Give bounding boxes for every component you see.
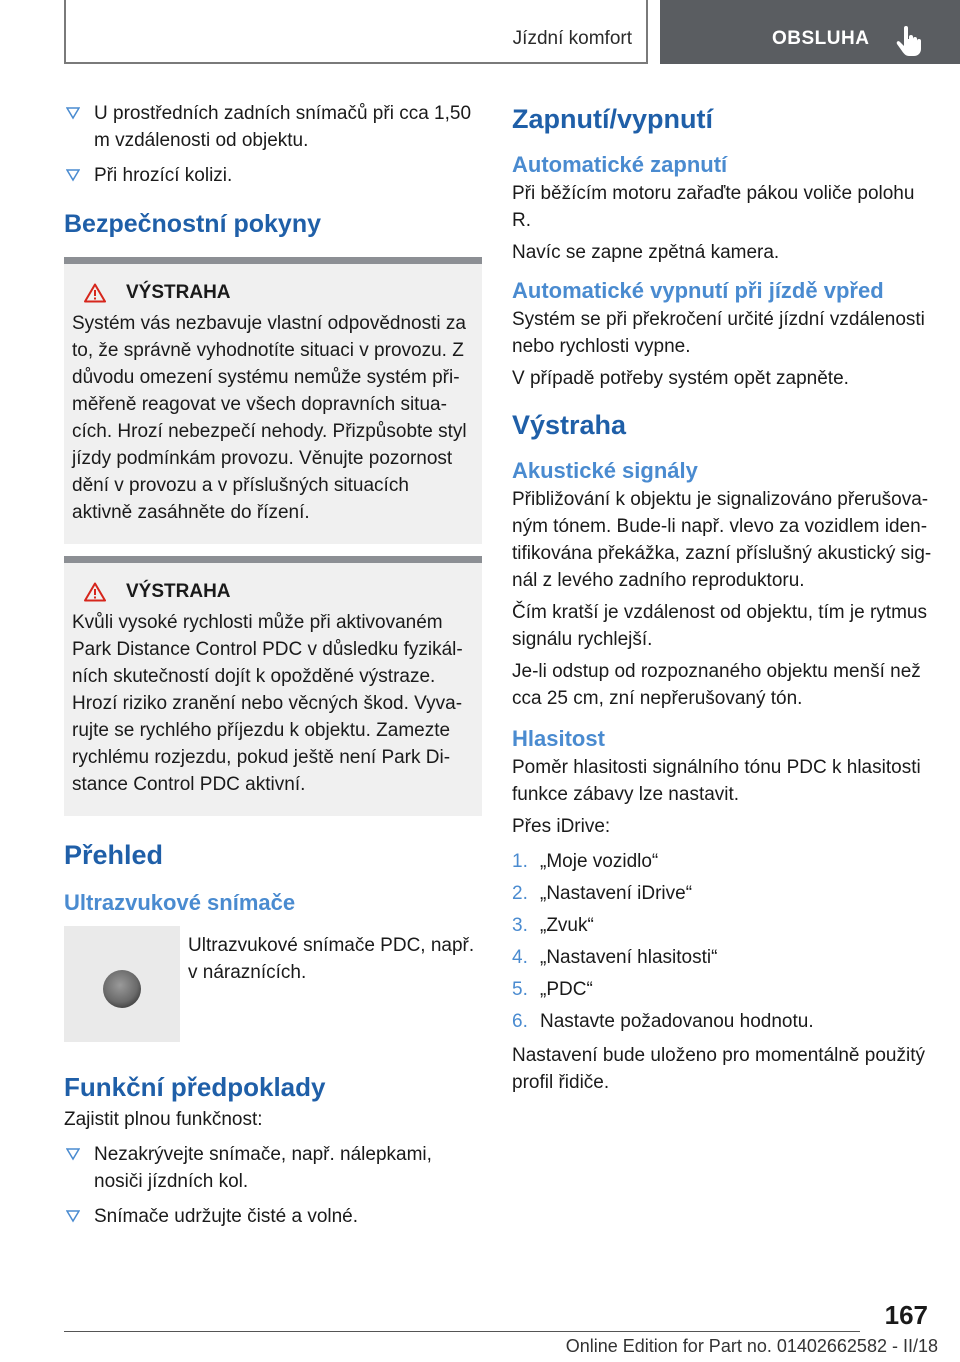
volume-text: Poměr hlasitosti signálního tónu PDC k hlasitosti funkce zábavy lze nastavit. bbox=[512, 757, 921, 805]
step-number: 5. bbox=[512, 979, 528, 1000]
warning-box bbox=[64, 257, 482, 544]
list-item bbox=[512, 974, 932, 1006]
ultrasonic-sensor-image bbox=[64, 926, 180, 1042]
list-item-text: Nezakrývejte snímače, např. nálepkami, nosiči jízdních kol. bbox=[94, 1144, 432, 1192]
volume-heading: Hlasitost bbox=[512, 726, 605, 751]
prereq-heading: Funkční předpoklady bbox=[64, 1072, 326, 1102]
auto-on-heading: Automatické zapnutí bbox=[512, 152, 728, 177]
sensors-heading: Ultrazvukové snímače bbox=[64, 890, 296, 915]
auto-on-text: Navíc se zapne zpětná kamera. bbox=[512, 242, 780, 263]
triangle-bullet-icon bbox=[66, 168, 80, 182]
list-item-text: Snímače udržujte čisté a volné. bbox=[94, 1206, 359, 1227]
page-number: 167 bbox=[884, 1300, 928, 1330]
list-item bbox=[512, 1006, 932, 1038]
header-chapter-label: OBSLUHA bbox=[772, 28, 870, 49]
warning-title bbox=[84, 282, 474, 304]
pointing-hand-icon bbox=[896, 26, 922, 56]
step-text: „PDC“ bbox=[540, 979, 593, 1000]
step-text: „Nastavení hlasitosti“ bbox=[540, 947, 718, 968]
step-text: „Zvuk“ bbox=[540, 915, 594, 936]
warning-text: Systém vás nezbavuje vlastní odpovědnosti za to, že správně vyhodnotíte situaci v provozu. Z důvodu omezení systému nemůže systém přiměřeně reagovat ve všech dopravních situacích. Hrozí nebezpečí nehody. Přizpůsobte styl jízdy podmínkám provozu. Věnujte pozornost dění v provozu a v příslušných situacích aktivně zasáhněte do řízení. bbox=[72, 313, 467, 523]
sensor-row bbox=[64, 910, 482, 1042]
warning-box bbox=[64, 556, 482, 816]
header-section-title: Jízdní komfort bbox=[512, 28, 632, 49]
acoustic-text: Přibližování k objektu je signalizováno přerušovaným tónem. Bude-li např. vlevo za vozidlem identifikována překážka, zazní příslušný akustický signál z levého zadního reproduktoru. bbox=[512, 489, 932, 591]
warning-title bbox=[84, 581, 474, 603]
warning-title-text: VÝSTRAHA bbox=[126, 581, 231, 602]
prereq-intro: Zajistit plnou funkčnost: bbox=[64, 1109, 263, 1130]
list-item bbox=[64, 1141, 482, 1195]
prereq-bullet-list bbox=[64, 1141, 482, 1230]
list-item bbox=[512, 910, 932, 942]
volume-via: Přes iDrive: bbox=[512, 816, 611, 837]
step-number: 2. bbox=[512, 883, 528, 904]
onoff-heading: Zapnutí/vypnutí bbox=[512, 104, 713, 134]
list-item bbox=[64, 1203, 482, 1230]
header-section-box bbox=[64, 0, 648, 64]
final-text: Nastavení bude uloženo pro momentálně použitý profil řidiče. bbox=[512, 1045, 925, 1093]
list-item bbox=[64, 162, 482, 189]
acoustic-heading: Akustické signály bbox=[512, 458, 698, 483]
footer-divider bbox=[64, 1331, 860, 1332]
auto-off-heading: Automatické vypnutí při jízdě vpřed bbox=[512, 278, 884, 303]
step-text: Nastavte požadovanou hodnotu. bbox=[540, 1011, 814, 1032]
triangle-bullet-icon bbox=[66, 1147, 80, 1161]
list-item-text: Při hrozící kolizi. bbox=[94, 165, 233, 186]
step-number: 3. bbox=[512, 915, 528, 936]
step-number: 1. bbox=[512, 851, 528, 872]
acoustic-text: Je-li odstup od rozpoznaného objektu menší než cca 25 cm, zní nepřerušovaný tón. bbox=[512, 661, 921, 709]
auto-off-text: Systém se při překročení určité jízdní vzdálenosti nebo rychlosti vypne. bbox=[512, 309, 925, 357]
right-column bbox=[512, 100, 932, 1096]
intro-bullet-list bbox=[64, 100, 482, 189]
list-item bbox=[512, 878, 932, 910]
auto-on-text: Při běžícím motoru zařaďte pákou voliče polohu R. bbox=[512, 183, 915, 231]
warning-triangle-icon bbox=[84, 582, 106, 602]
step-number: 6. bbox=[512, 1011, 528, 1032]
step-number: 4. bbox=[512, 947, 528, 968]
list-item bbox=[512, 846, 932, 878]
triangle-bullet-icon bbox=[66, 106, 80, 120]
auto-off-text: V případě potřeby systém opět zapněte. bbox=[512, 368, 849, 389]
acoustic-text: Čím kratší je vzdálenost od objektu, tím je rytmus signálu rychlejší. bbox=[512, 602, 927, 650]
warning-title-text: VÝSTRAHA bbox=[126, 282, 231, 303]
safety-heading: Bezpečnostní pokyny bbox=[64, 210, 321, 238]
footer-edition: Online Edition for Part no. 01402662582 - II/18 bbox=[565, 1336, 938, 1356]
warning-heading: Výstraha bbox=[512, 410, 627, 440]
warning-text: Kvůli vysoké rychlosti může při aktivovaném Park Distance Control PDC v důsledku fyzikálních skutečností dojít k opožděné výstraze. Hrozí riziko zranění nebo věcných škod. Vyvarujte se rychlého příjezdu k objektu. Zamezte rychlému rozjezdu, pokud ještě není Park Distance Control PDC aktivní. bbox=[72, 612, 463, 795]
sensor-graphic bbox=[103, 970, 141, 1008]
header-chapter-tab bbox=[660, 0, 960, 64]
overview-heading: Přehled bbox=[64, 840, 164, 870]
sensors-text: Ultrazvukové snímače PDC, např. v náraznících. bbox=[188, 935, 475, 983]
list-item bbox=[512, 942, 932, 974]
triangle-bullet-icon bbox=[66, 1209, 80, 1223]
warning-triangle-icon bbox=[84, 283, 106, 303]
left-column bbox=[64, 100, 482, 1230]
list-item-text: U prostředních zadních snímačů při cca 1,50 m vzdálenosti od objektu. bbox=[94, 103, 472, 151]
idrive-steps-list bbox=[512, 846, 932, 1038]
step-text: „Nastavení iDrive“ bbox=[540, 883, 693, 904]
step-text: „Moje vozidlo“ bbox=[540, 851, 659, 872]
list-item bbox=[64, 100, 482, 154]
